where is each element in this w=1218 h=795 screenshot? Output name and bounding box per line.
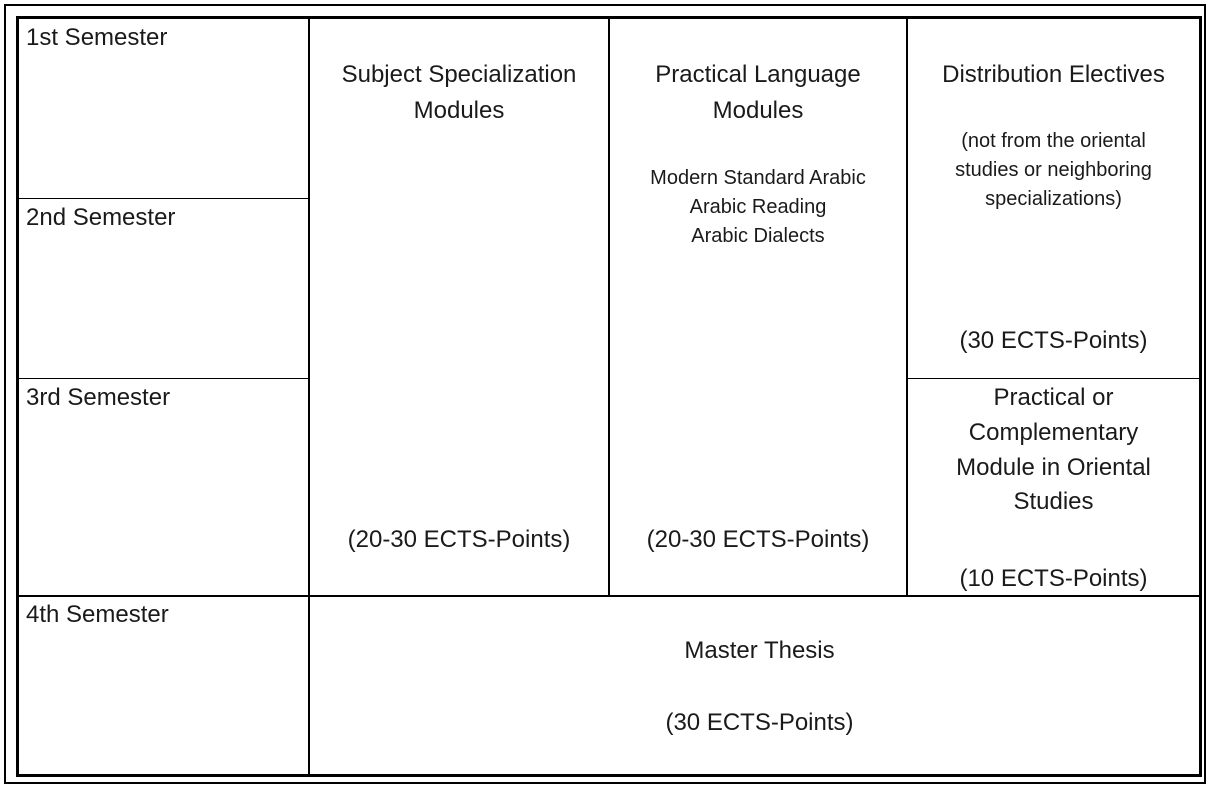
complementary-points: (10 ECTS-Points) (959, 565, 1148, 592)
subject-title-line1: Subject Specialization (341, 61, 577, 88)
language-module-title (610, 57, 906, 129)
subject-module-points: (20-30 ECTS-Points) (347, 526, 571, 553)
thesis-title: Master Thesis (684, 637, 835, 664)
complementary-line: Complementary (968, 418, 1139, 446)
subject-module-title (310, 57, 608, 129)
semester-4-label: 4th Semester (26, 601, 169, 628)
complementary-line: Module in Oriental (956, 453, 1151, 481)
divider-row1 (19, 198, 309, 199)
thesis-points: (30 ECTS-Points) (665, 709, 854, 736)
language-item: Arabic Dialects (691, 225, 825, 247)
curriculum-table (16, 16, 1202, 777)
semester-1-label: 1st Semester (26, 24, 168, 51)
subject-title-line2: Modules (413, 97, 505, 124)
language-module-list (610, 164, 906, 251)
distribution-title: Distribution Electives (942, 61, 1165, 88)
distribution-note-line: studies or neighboring (955, 159, 1152, 181)
language-title-line1: Practical Language (655, 61, 861, 88)
divider-row2-right (907, 378, 1199, 379)
language-item: Arabic Reading (689, 196, 827, 218)
complementary-line: Practical or (993, 384, 1114, 411)
semester-2-label: 2nd Semester (26, 204, 176, 231)
language-item: Modern Standard Arabic (650, 167, 866, 189)
distribution-points: (30 ECTS-Points) (959, 327, 1148, 354)
language-title-line2: Modules (712, 97, 804, 124)
complementary-module-title (908, 381, 1199, 520)
language-module-points: (20-30 ECTS-Points) (646, 526, 870, 553)
distribution-note-line: specializations) (985, 188, 1122, 210)
distribution-note (908, 127, 1199, 214)
distribution-note-line: (not from the oriental (961, 130, 1146, 152)
divider-row2 (19, 378, 309, 379)
semester-3-label: 3rd Semester (26, 384, 171, 411)
complementary-line: Studies (1013, 488, 1094, 516)
